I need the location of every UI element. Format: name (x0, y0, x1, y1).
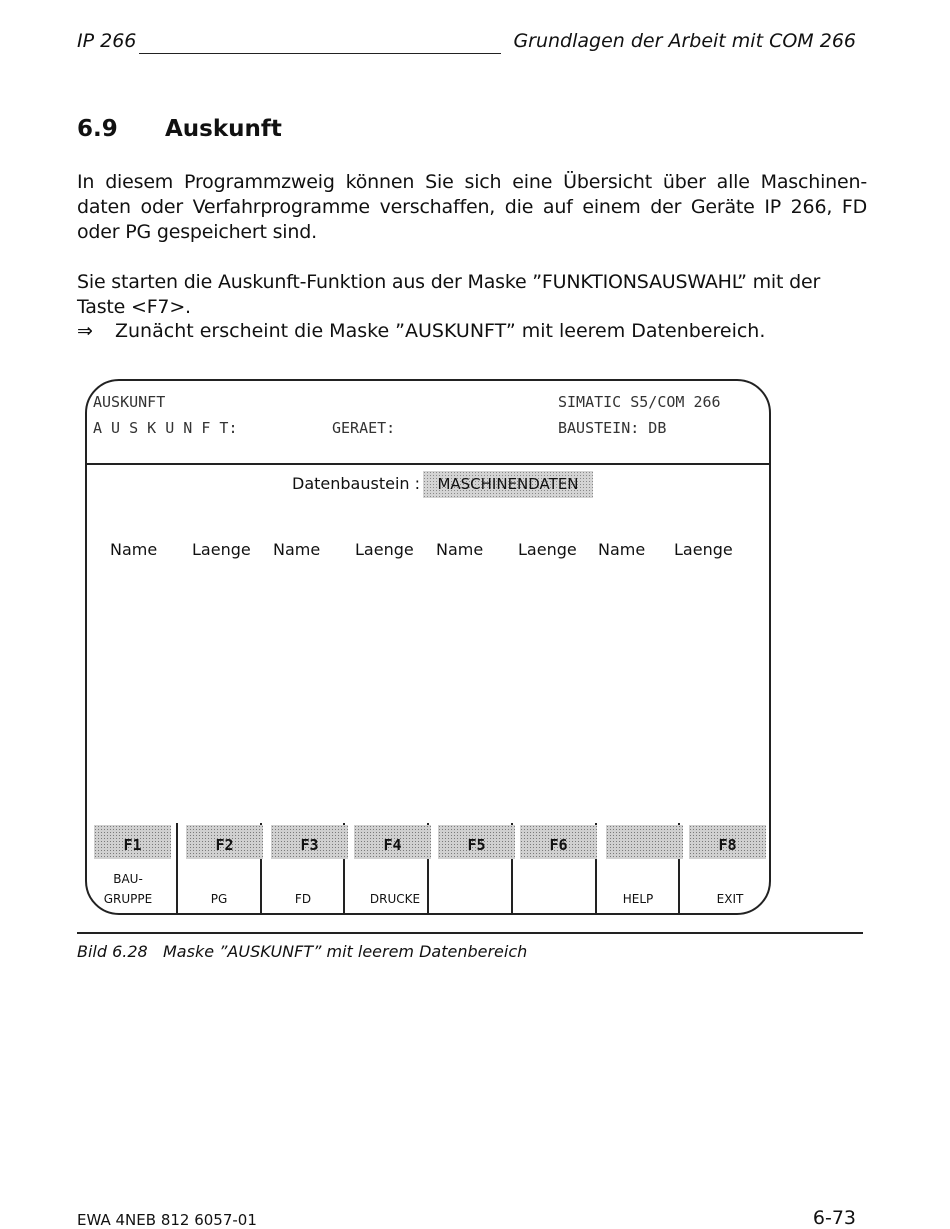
paragraph-start: Sie starten die Auskunft-Funktion aus der Maske ”FUNKTIONSAUSWAHL” mit der Taste <F7>. (77, 271, 821, 318)
f3-label: FD (294, 892, 312, 906)
f5-key[interactable]: F5 (438, 825, 515, 859)
section-number: 6.9 (77, 116, 118, 142)
paragraph-intro: In diesem Programmzweig können Sie sich eine Übersicht über alle Maschinen-daten oder Verfahrprogramme verschaffen, die auf einem der Geräte IP 266, FD oder PG gespeichert sind. (77, 171, 867, 243)
column-header-name-1: Name (110, 540, 158, 559)
column-header-name-4: Name (598, 540, 646, 559)
f1-label-line2: GRUPPE (103, 892, 153, 906)
figure-caption: Bild 6.28 Maske ”AUSKUNFT” mit leerem Datenbereich (77, 942, 528, 961)
header-rule (139, 53, 501, 54)
column-header-name-2: Name (273, 540, 321, 559)
system-title: SIMATIC S5/COM 266 (558, 393, 721, 411)
column-header-name-3: Name (436, 540, 484, 559)
datablock-field[interactable]: MASCHINENDATEN (423, 471, 593, 498)
exit-label: EXIT (716, 892, 744, 906)
paragraph-result: Zunächt erscheint die Maske ”AUSKUNFT” mit leerem Datenbereich. (115, 320, 766, 342)
document-code: EWA 4NEB 812 6057-01 (77, 1211, 257, 1229)
f6-key[interactable]: F6 (520, 825, 597, 859)
screen-separator (86, 463, 771, 465)
f1-label-line1: BAU- (113, 872, 143, 886)
f1-key[interactable]: F1 (94, 825, 171, 859)
mask-name: AUSKUNFT (93, 393, 166, 411)
page-number: 6-73 (812, 1207, 856, 1229)
caption-rule (77, 932, 863, 934)
column-header-length-1: Laenge (192, 540, 251, 559)
result-arrow-icon: ⇒ (77, 320, 93, 342)
f2-label: PG (210, 892, 228, 906)
f4-key[interactable]: F4 (354, 825, 431, 859)
f3-key[interactable]: F3 (271, 825, 348, 859)
f2-key[interactable]: F2 (186, 825, 263, 859)
column-header-length-4: Laenge (674, 540, 733, 559)
help-label: HELP (622, 892, 654, 906)
running-header-left: IP 266 (77, 30, 137, 52)
f4-label: DRUCKE (369, 892, 421, 906)
block-label: BAUSTEIN: DB (558, 419, 667, 437)
section-title: Auskunft (165, 116, 282, 142)
help-key[interactable] (606, 825, 683, 859)
column-header-length-2: Laenge (355, 540, 414, 559)
running-header-right: Grundlagen der Arbeit mit COM 266 (513, 30, 856, 52)
column-header-length-3: Laenge (518, 540, 577, 559)
device-label: GERAET: (332, 419, 396, 437)
datablock-label: Datenbaustein : (292, 474, 420, 493)
function-label: A U S K U N F T: (93, 419, 238, 437)
f8-key[interactable]: F8 (689, 825, 766, 859)
